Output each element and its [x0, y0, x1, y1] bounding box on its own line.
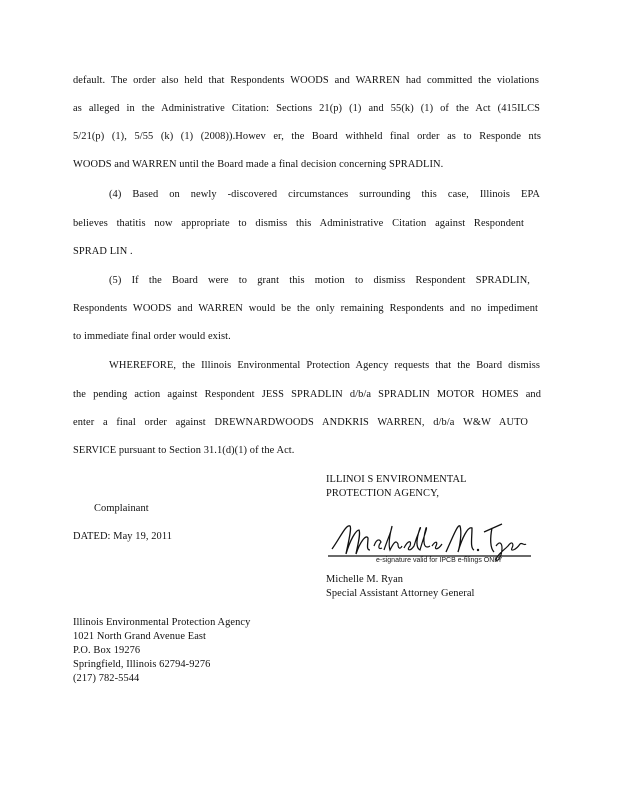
- signatory-name: Michelle M. Ryan: [326, 574, 404, 585]
- address-line: Illinois Environmental Protection Agency: [73, 617, 251, 628]
- signatory-title: Special Assistant Attorney General: [326, 588, 475, 599]
- e-signature-caption: e-signature valid for IPCB e-filings ONLY: [376, 557, 503, 564]
- body-line: the pending action against Respondent JESS SPRADLIN d/b/a SPRADLIN MOTOR HOMES and: [73, 389, 541, 400]
- body-line: enter a final order against DREWNARDWOODS ANDKRIS WARREN, d/b/a W&W AUTO: [73, 417, 528, 428]
- agency-name-line: ILLINOI S ENVIRONMENTAL: [326, 474, 467, 485]
- address-line: P.O. Box 19276: [73, 645, 141, 656]
- body-line: WOODS and WARREN until the Board made a final decision concerning SPRADLIN.: [73, 159, 444, 170]
- address-line: 1021 North Grand Avenue East: [73, 631, 207, 642]
- body-line: WHEREFORE, the Illinois Environmental Protection Agency requests that the Board dismiss: [109, 360, 540, 371]
- body-line: (5) If the Board were to grant this motion to dismiss Respondent SPRADLIN,: [109, 275, 530, 286]
- body-line: to immediate final order would exist.: [73, 331, 231, 342]
- complainant-label: Complainant: [94, 503, 149, 514]
- body-line: believes thatitis now appropriate to dismiss this Administrative Citation against Respondent: [73, 218, 524, 229]
- address-line: (217) 782-5544: [73, 673, 140, 684]
- address-line: Springfield, Illinois 62794-9276: [73, 659, 211, 670]
- body-line: 5/21(p) (1), 5/55 (k) (1) (2008)).Howev er, the Board withheld final order as to Responde nts: [73, 131, 541, 142]
- body-line: as alleged in the Administrative Citation: Sections 21(p) (1) and 55(k) (1) of the Act (415ILCS: [73, 103, 540, 114]
- dated-line: DATED: May 19, 2011: [73, 531, 173, 542]
- body-line: SPRAD LIN .: [73, 246, 133, 257]
- body-line: (4) Based on newly -discovered circumstances surrounding this case, Illinois EPA: [109, 189, 540, 200]
- body-line: Respondents WOODS and WARREN would be the only remaining Respondents and no impediment: [73, 303, 538, 314]
- e-signature: [326, 516, 536, 566]
- body-line: default. The order also held that Respondents WOODS and WARREN had committed the violations: [73, 75, 539, 86]
- agency-name-line: PROTECTION AGENCY,: [326, 488, 440, 499]
- body-line: SERVICE pursuant to Section 31.1(d)(1) of the Act.: [73, 445, 295, 456]
